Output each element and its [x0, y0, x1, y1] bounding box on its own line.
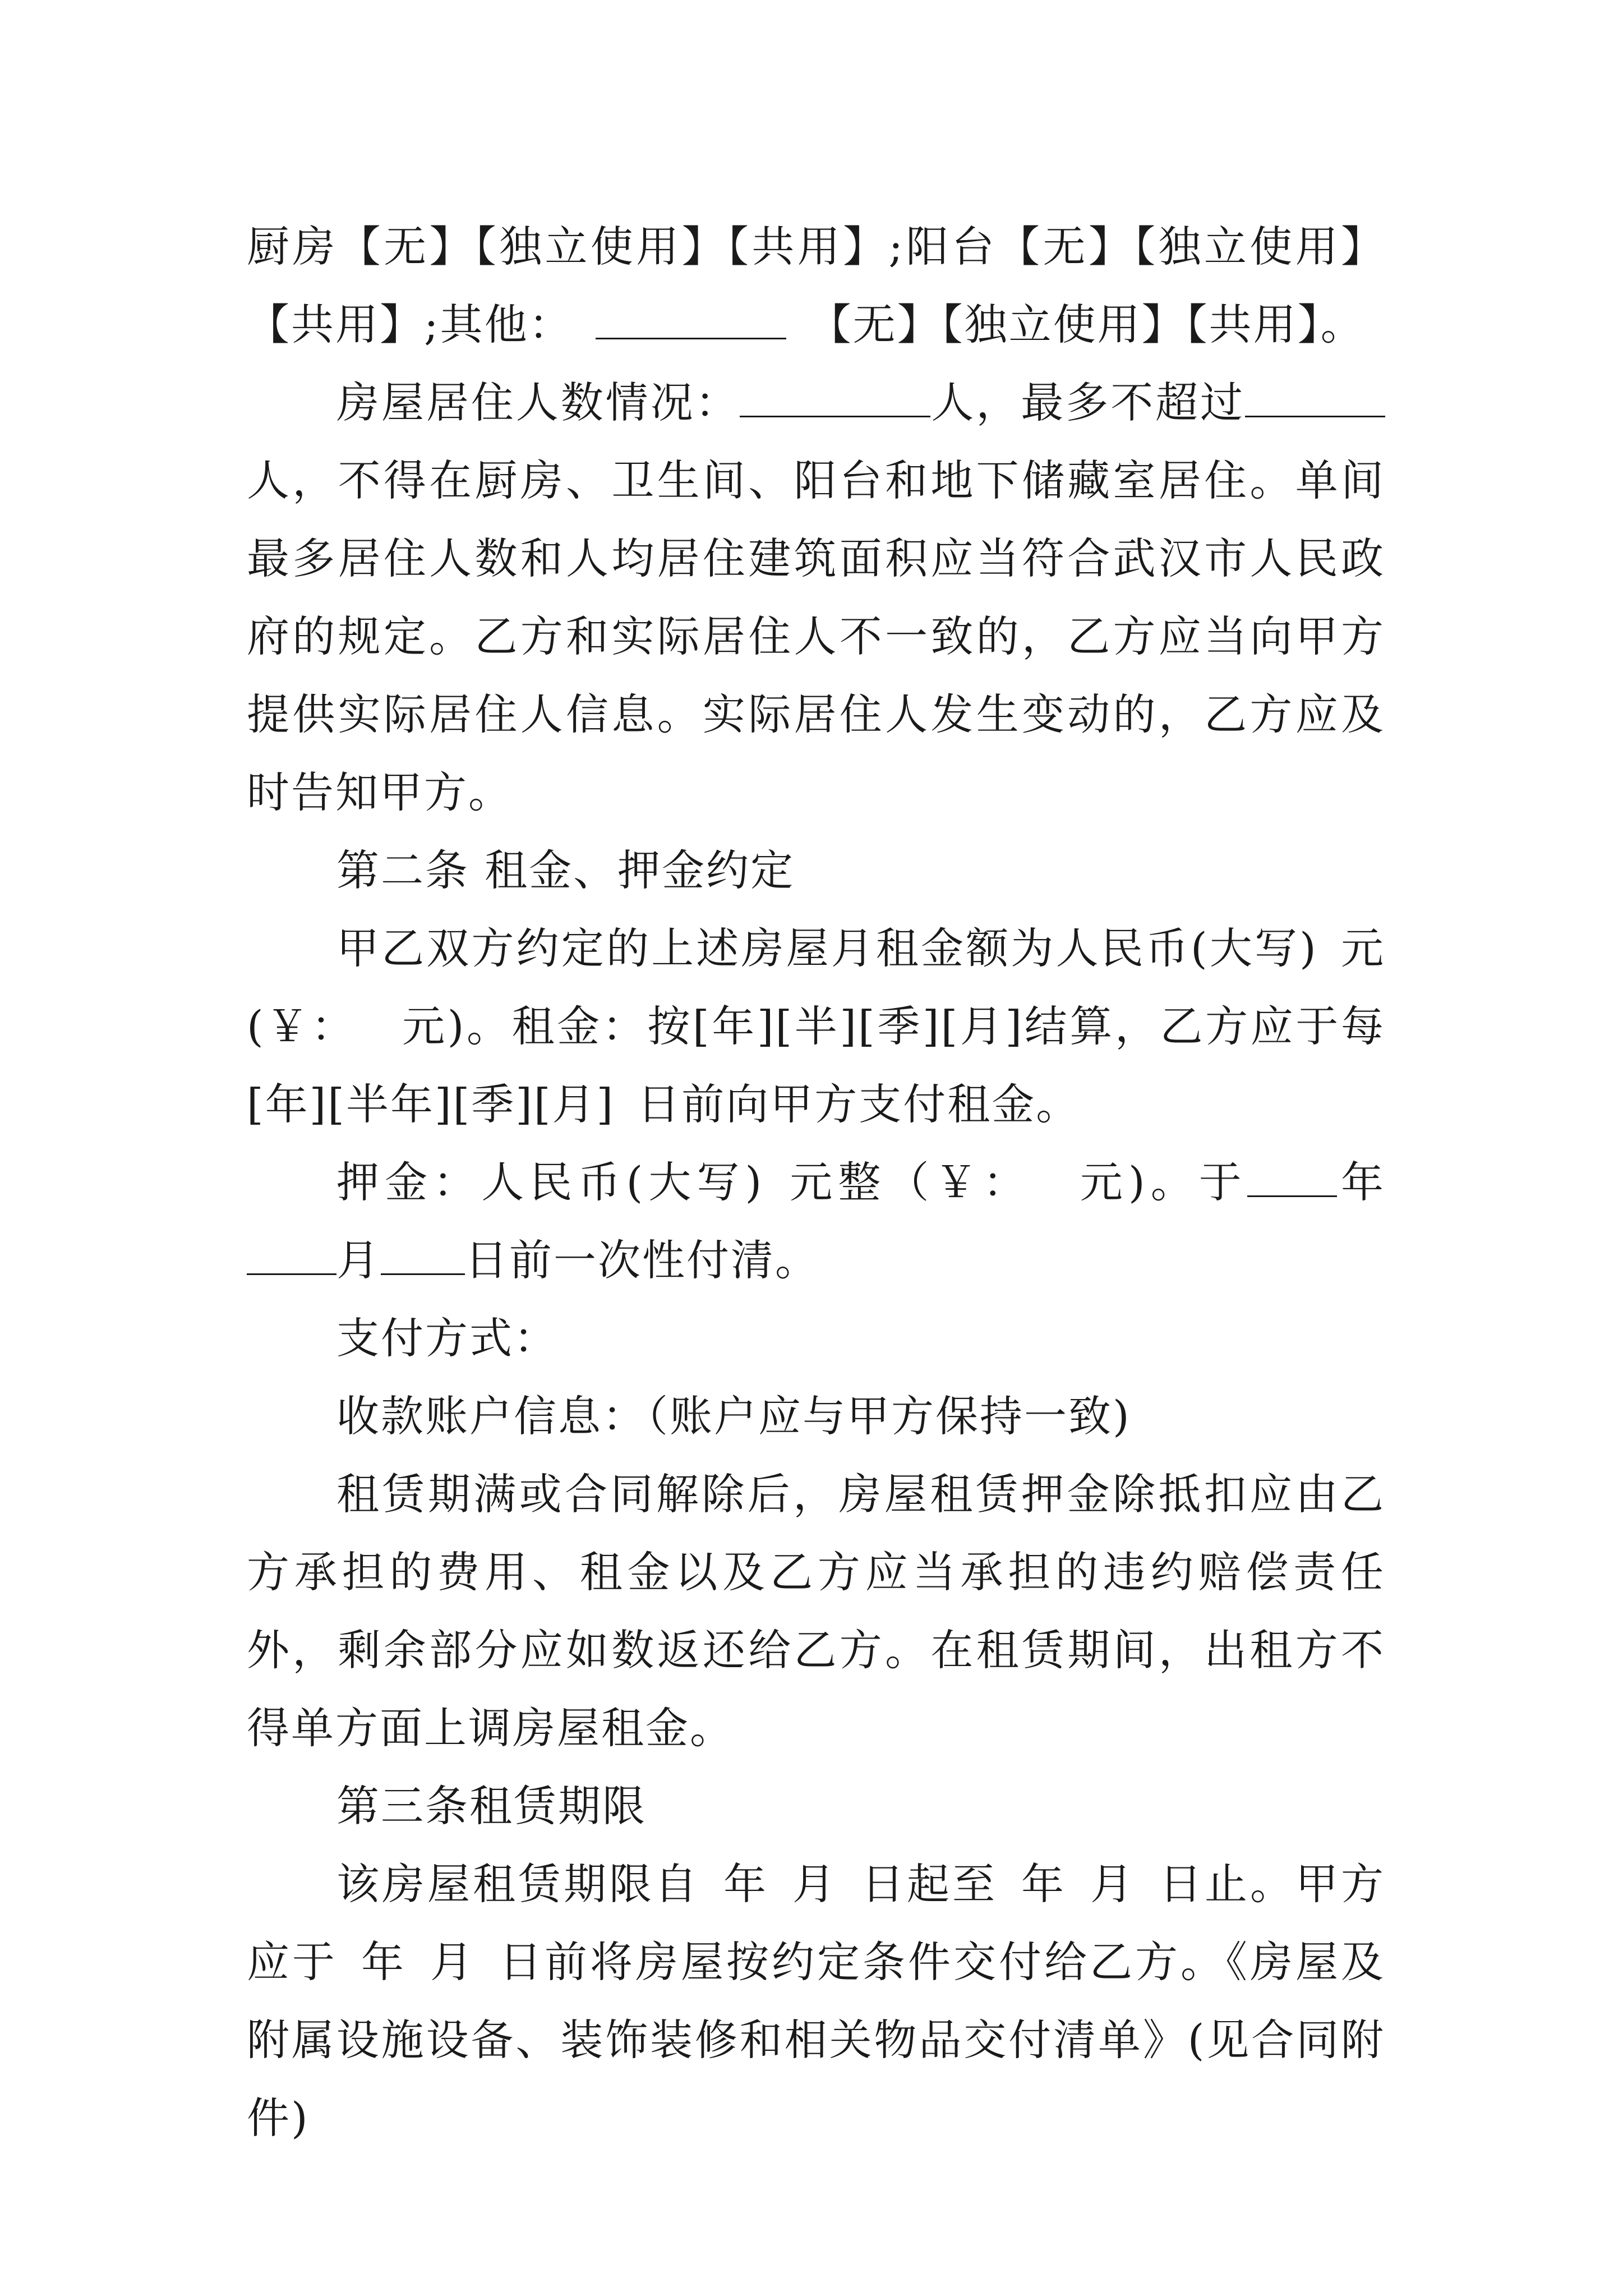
deposit-day-text: 日前一次性付清。: [465, 1235, 819, 1285]
paragraph-payment-method: 支付方式：: [336, 1313, 558, 1363]
paragraph-deposit-return: 租赁期满或合同解除后，房屋租赁押金除抵扣应由乙方承担的费用、租金以及乙方应当承担的违约赔偿责任外，剩余部分应如数返还给乙方。在租赁期间，出租方不得单方面上调房屋租金。: [247, 1469, 1385, 1753]
facilities-text: 厨房【无】【独立使用】【共用】;阳台【无】【独立使用】【共用】;其他：: [247, 222, 1385, 349]
deposit-day-blank: [381, 1234, 465, 1275]
deposit-year-label: 年: [1336, 1157, 1386, 1207]
rent-amount-text: 甲乙双方约定的上述房屋月租金额为人民币(大写): [336, 923, 1318, 973]
section-heading-rent-deposit: 第二条 租金、押金约定: [336, 845, 795, 895]
lease-from-year: 年: [722, 1859, 769, 1909]
occupants-max-text: 人，最多不超过: [930, 378, 1246, 427]
lease-from-month: 月: [791, 1859, 838, 1909]
deposit-month-blank: [247, 1234, 336, 1275]
delivery-month: 月: [429, 1937, 476, 1987]
paragraph-rent: [247, 909, 1385, 1143]
occupants-label: 房屋居住人数情况：: [336, 378, 740, 427]
paragraph-account-info: 收款账户信息：（账户应与甲方保持一致): [336, 1391, 1131, 1441]
section-heading-lease-term: 第三条租赁期限: [336, 1781, 647, 1831]
occupant-max-blank: [1245, 376, 1385, 417]
lease-delivery-text: 日止。甲方应于: [247, 1859, 1385, 1987]
paragraph-occupants: [247, 364, 1385, 831]
rent-settlement-text: 元)。租金：按[年][半][季][月]结算，乙方应于每[年][半年][季][月]: [247, 1001, 1385, 1129]
paragraph-facilities: [247, 208, 1385, 364]
paragraph-deposit: [247, 1143, 1385, 1299]
deposit-year-blank: [1247, 1156, 1337, 1197]
delivery-terms-text: 日前将房屋按约定条件交付给乙方。《房屋及附属设施设备、装饰装修和相关物品交付清单》(见合同附件): [247, 1937, 1385, 2143]
rent-payment-text: 日前向甲方支付租金。: [637, 1079, 1081, 1129]
lease-from-text: 该房屋租赁期限自: [336, 1859, 700, 1909]
lease-to-year: 年: [1020, 1859, 1067, 1909]
deposit-yuan-text: 元整（￥：: [786, 1157, 1031, 1207]
other-facility-blank: [596, 298, 786, 339]
deposit-month-label: 月: [336, 1235, 381, 1285]
deposit-date-text: 元)。于: [1076, 1157, 1247, 1207]
lease-to-text: 日起至: [860, 1859, 998, 1909]
document-body: [247, 208, 1385, 2157]
facilities-options-text: 【无】【独立使用】【共用】。: [808, 300, 1365, 349]
lease-to-month: 月: [1089, 1859, 1136, 1909]
rent-yuan-text: 元(￥：: [247, 923, 1385, 1051]
deposit-amount-text: 押金：人民币(大写): [336, 1157, 764, 1207]
occupant-count-blank: [740, 376, 930, 417]
occupants-rules-text: 人，不得在厨房、卫生间、阳台和地下储藏室居住。单间最多居住人数和人均居住建筑面积应当符合武汉市人民政府的规定。乙方和实际居住人不一致的，乙方应当向甲方提供实际居住人信息。实际居住人发生变动的，乙方应及时告知甲方。: [247, 455, 1385, 817]
paragraph-lease-term: [247, 1845, 1385, 2157]
delivery-year: 年: [360, 1937, 407, 1987]
